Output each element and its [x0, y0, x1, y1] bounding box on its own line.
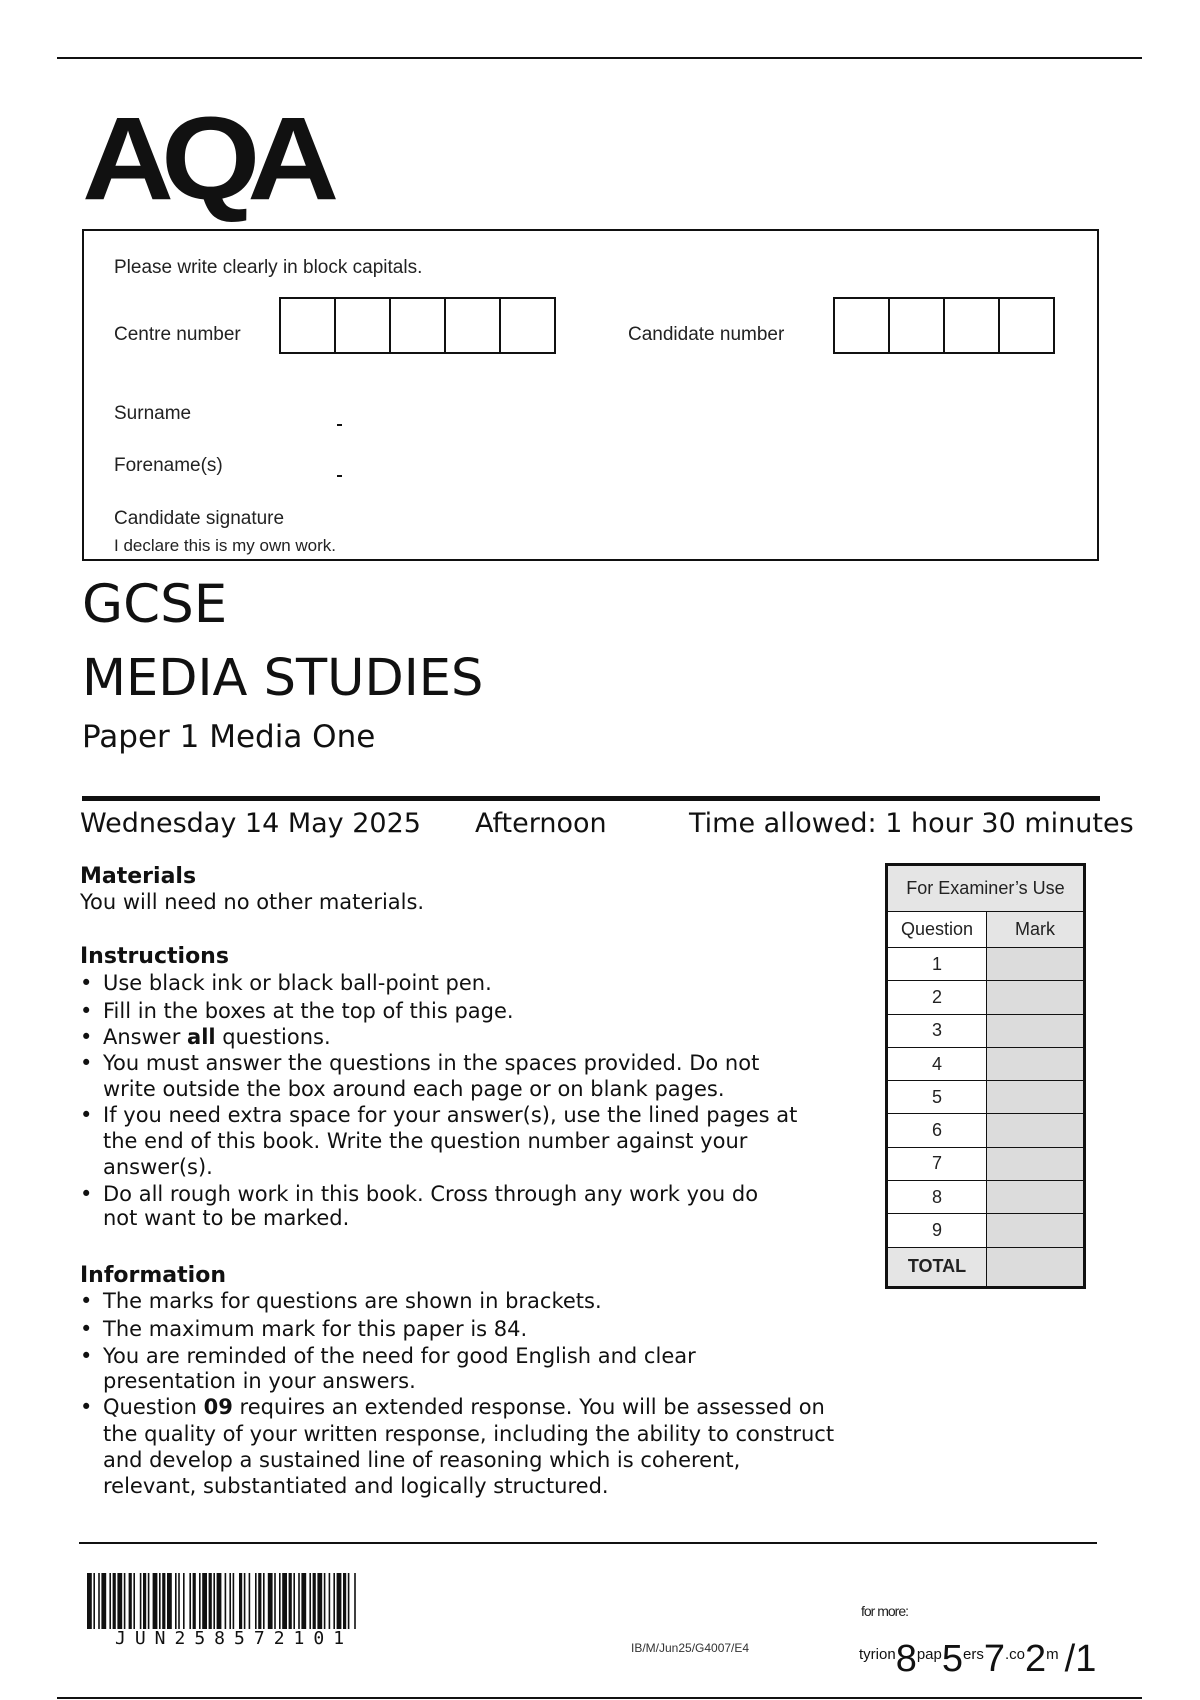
barcode-bar [268, 1573, 273, 1629]
barcode-bar [140, 1573, 142, 1629]
exam-session: Afternoon [475, 808, 607, 839]
centre-number-cell[interactable] [389, 297, 446, 354]
centre-number-cell[interactable] [334, 297, 391, 354]
centre-number-cell[interactable] [444, 297, 501, 354]
barcode-bar [329, 1573, 331, 1629]
instruction-item: • Do all rough work in this book. Cross through any work you do not want to be marked. [80, 1182, 759, 1230]
signature-label: Candidate signature [114, 508, 285, 529]
information-item: • You are reminded of the need for good English and clear presentation in your answers. [80, 1344, 696, 1393]
barcode-bar [337, 1573, 342, 1629]
mark-cell[interactable] [987, 1081, 1084, 1114]
for-more-text: for more: [861, 1603, 909, 1619]
question-number: 5 [888, 1081, 987, 1114]
bullet-icon: • [80, 971, 93, 995]
page-bottom-rule [57, 1697, 1142, 1699]
question-column-header: Question [888, 912, 987, 948]
candidate-number-label: Candidate number [628, 324, 785, 345]
instruction-item: • Fill in the boxes at the top of this page. [80, 999, 514, 1023]
barcode-bar [167, 1573, 172, 1629]
barcode-bar [183, 1573, 185, 1629]
qualification-title: GCSE [82, 574, 228, 635]
barcode-bar [213, 1573, 215, 1629]
barcode-bar [298, 1573, 300, 1629]
instruction-item: • If you need extra space for your answer(s), use the lined pages at the end of this book. Write the question number against your answer(s). [80, 1103, 798, 1179]
information-item: • The maximum mark for this paper is 84. [80, 1317, 528, 1341]
barcode-bar [263, 1573, 265, 1629]
question-number: 3 [888, 1014, 987, 1047]
barcode-bar [189, 1573, 191, 1629]
candidate-number-boxes[interactable] [835, 297, 1055, 354]
paper-code: tyrion8pap5ers7.co2m /1 [859, 1638, 1097, 1680]
total-mark-cell[interactable] [987, 1247, 1084, 1286]
emphasis-question-number: 09 [203, 1395, 233, 1419]
mark-cell[interactable] [987, 1014, 1084, 1047]
barcode-bar [175, 1573, 177, 1629]
barcode-bar [153, 1573, 158, 1629]
barcode-bar [229, 1573, 231, 1629]
question-number: 6 [888, 1114, 987, 1147]
barcode-bar [255, 1573, 257, 1629]
examiners-use-title: For Examiner’s Use [888, 866, 1084, 912]
bullet-icon: • [80, 1025, 93, 1049]
centre-number-cell[interactable] [499, 297, 556, 354]
top-rule [57, 57, 1142, 59]
barcode-bar [93, 1573, 95, 1629]
barcode-bar [333, 1573, 335, 1629]
barcode-bar [354, 1573, 356, 1629]
barcode-bar [113, 1573, 116, 1629]
subject-title: MEDIA STUDIES [82, 649, 484, 708]
barcode-text: JUN258572101 [115, 1628, 354, 1649]
paper-title: Paper 1 Media One [82, 719, 376, 755]
mark-cell[interactable] [987, 981, 1084, 1014]
mark-cell[interactable] [987, 1181, 1084, 1214]
bullet-icon: • [80, 1051, 93, 1075]
barcode-bar [209, 1573, 212, 1629]
instruction-item: • Use black ink or black ball-point pen. [80, 971, 492, 995]
barcode-bar [244, 1573, 246, 1629]
candidate-number-cell[interactable] [888, 297, 945, 354]
barcode-bar [159, 1573, 161, 1629]
candidate-number-cell[interactable] [833, 297, 890, 354]
barcode-bar [274, 1573, 276, 1629]
title-rule [82, 796, 1100, 801]
barcode-bar [348, 1573, 350, 1629]
aqa-logo: AQA [82, 93, 327, 225]
barcode-bar [162, 1573, 165, 1629]
barcode-bar [317, 1573, 322, 1629]
forename-label: Forename(s) [114, 455, 223, 476]
barcode-bar [129, 1573, 132, 1629]
barcode-bar [98, 1573, 100, 1629]
block-capitals-instruction: Please write clearly in block capitals. [114, 257, 423, 278]
instruction-item: • Answer all questions. [80, 1025, 331, 1049]
barcode-bar [343, 1573, 346, 1629]
paper-reference: IB/M/Jun25/G4007/E4 [631, 1641, 750, 1655]
barcode-bar [324, 1573, 326, 1629]
barcode-bar [309, 1573, 311, 1629]
emphasis-all: all [187, 1025, 216, 1049]
instruction-item: • You must answer the questions in the spaces provided. Do not write outside the box around each page or on blank pages. [80, 1051, 760, 1101]
declaration-text: I declare this is my own work. [114, 536, 337, 555]
bullet-icon: • [80, 1289, 93, 1313]
mark-cell[interactable] [987, 1114, 1084, 1147]
information-heading: Information [80, 1263, 226, 1288]
barcode-bar [313, 1573, 316, 1629]
question-number: 2 [888, 981, 987, 1014]
barcode-bar [293, 1573, 295, 1629]
bullet-icon: • [80, 1344, 93, 1368]
barcode-bar [239, 1573, 242, 1629]
barcode-bar [199, 1573, 201, 1629]
information-item: • The marks for questions are shown in brackets. [80, 1289, 602, 1313]
barcode-bar [109, 1573, 111, 1629]
barcode-bar [217, 1573, 222, 1629]
bullet-icon: • [80, 999, 93, 1023]
barcode-bar [101, 1573, 106, 1629]
barcode [87, 1573, 471, 1629]
information-item: • Question 09 requires an extended response. You will be assessed on the quality of your written response, including the ability to construct and develop a sustained line of reasoning which is coherent, relevant, substantiated and logically structured. [80, 1395, 835, 1498]
question-number: 7 [888, 1147, 987, 1180]
question-number: 1 [888, 948, 987, 981]
question-number: 8 [888, 1181, 987, 1214]
barcode-bar [202, 1573, 207, 1629]
centre-number-cell[interactable] [279, 297, 336, 354]
barcode-bar [143, 1573, 146, 1629]
materials-text: You will need no other materials. [80, 890, 425, 914]
time-allowed: Time allowed: 1 hour 30 minutes [689, 808, 1134, 839]
candidate-number-cell[interactable] [943, 297, 1000, 354]
barcode-bar [258, 1573, 261, 1629]
centre-number-boxes[interactable] [281, 297, 556, 354]
mark-column-header: Mark [987, 912, 1084, 948]
total-label: TOTAL [888, 1247, 987, 1286]
forename-field[interactable] [337, 475, 342, 477]
barcode-bar [289, 1573, 292, 1629]
bullet-icon: • [80, 1103, 93, 1127]
candidate-number-cell[interactable] [998, 297, 1055, 354]
barcode-bar [87, 1573, 92, 1629]
materials-heading: Materials [80, 864, 197, 889]
mark-cell[interactable] [987, 948, 1084, 981]
instructions-heading: Instructions [80, 944, 229, 969]
barcode-bar [249, 1573, 251, 1629]
barcode-bar [193, 1573, 196, 1629]
bullet-icon: • [80, 1317, 93, 1341]
barcode-bar [148, 1573, 150, 1629]
barcode-bar [124, 1573, 126, 1629]
barcode-bar [178, 1573, 180, 1629]
surname-label: Surname [114, 403, 192, 424]
barcode-bar [279, 1573, 281, 1629]
surname-field[interactable] [337, 424, 342, 426]
exam-date: Wednesday 14 May 2025 [80, 808, 421, 839]
question-number: 9 [888, 1214, 987, 1247]
mark-cell[interactable] [987, 1214, 1084, 1247]
mark-cell[interactable] [987, 1047, 1084, 1080]
barcode-bar [233, 1573, 235, 1629]
mark-cell[interactable] [987, 1147, 1084, 1180]
question-number: 4 [888, 1047, 987, 1080]
barcode-bar [225, 1573, 227, 1629]
examiners-use-table [885, 863, 1086, 1289]
bullet-icon: • [80, 1395, 93, 1419]
barcode-bar [133, 1573, 135, 1629]
barcode-bar [282, 1573, 287, 1629]
bottom-rule [79, 1542, 1097, 1544]
barcode-bar [117, 1573, 122, 1629]
barcode-bar [301, 1573, 306, 1629]
centre-number-label: Centre number [114, 324, 241, 345]
bullet-icon: • [80, 1182, 93, 1206]
